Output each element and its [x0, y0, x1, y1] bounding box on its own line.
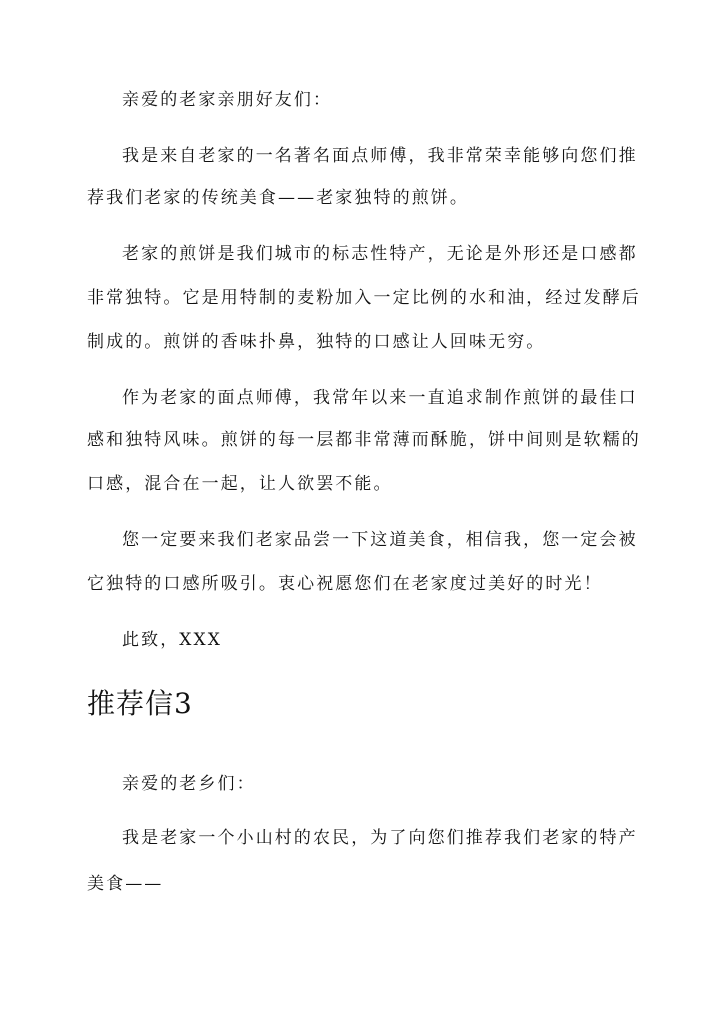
- letter3-greeting: 亲爱的老乡们：: [122, 774, 256, 794]
- letter2-paragraph3-line1: 作为老家的面点师傅，我常年以来一直追求制作煎饼的最佳口: [122, 388, 638, 408]
- letter2-paragraph4-line2: 它独特的口感所吸引。衷心祝愿您们在老家度过美好的时光！: [87, 574, 603, 594]
- letter2-paragraph2-line2: 非常独特。它是用特制的麦粉加入一定比例的水和油，经过发酵后: [87, 288, 641, 308]
- letter3-title: 推荐信3: [87, 687, 193, 720]
- letter2-paragraph3-line3: 口感，混合在一起，让人欲罢不能。: [87, 474, 393, 494]
- letter2-paragraph3-line2: 感和独特风味。煎饼的每一层都非常薄而酥脆，饼中间则是软糯的: [87, 430, 641, 450]
- letter2-paragraph4-line1: 您一定要来我们老家品尝一下这道美食，相信我，您一定会被: [122, 530, 638, 550]
- letter2-paragraph1-line2: 荐我们老家的传统美食——老家独特的煎饼。: [87, 188, 469, 208]
- letter2-paragraph2-line3: 制成的。煎饼的香味扑鼻，独特的口感让人回味无穷。: [87, 332, 546, 352]
- letter2-closing: 此致，XXX: [122, 630, 222, 650]
- letter2-paragraph2-line1: 老家的煎饼是我们城市的标志性特产，无论是外形还是口感都: [122, 244, 638, 264]
- letter2-greeting: 亲爱的老家亲朋好友们：: [122, 90, 333, 110]
- letter3-paragraph1-line2: 美食——: [87, 874, 164, 894]
- letter2-paragraph1-line1: 我是来自老家的一名著名面点师傅，我非常荣幸能够向您们推: [122, 146, 638, 166]
- letter3-paragraph1-line1: 我是老家一个小山村的农民，为了向您们推荐我们老家的特产: [122, 828, 638, 848]
